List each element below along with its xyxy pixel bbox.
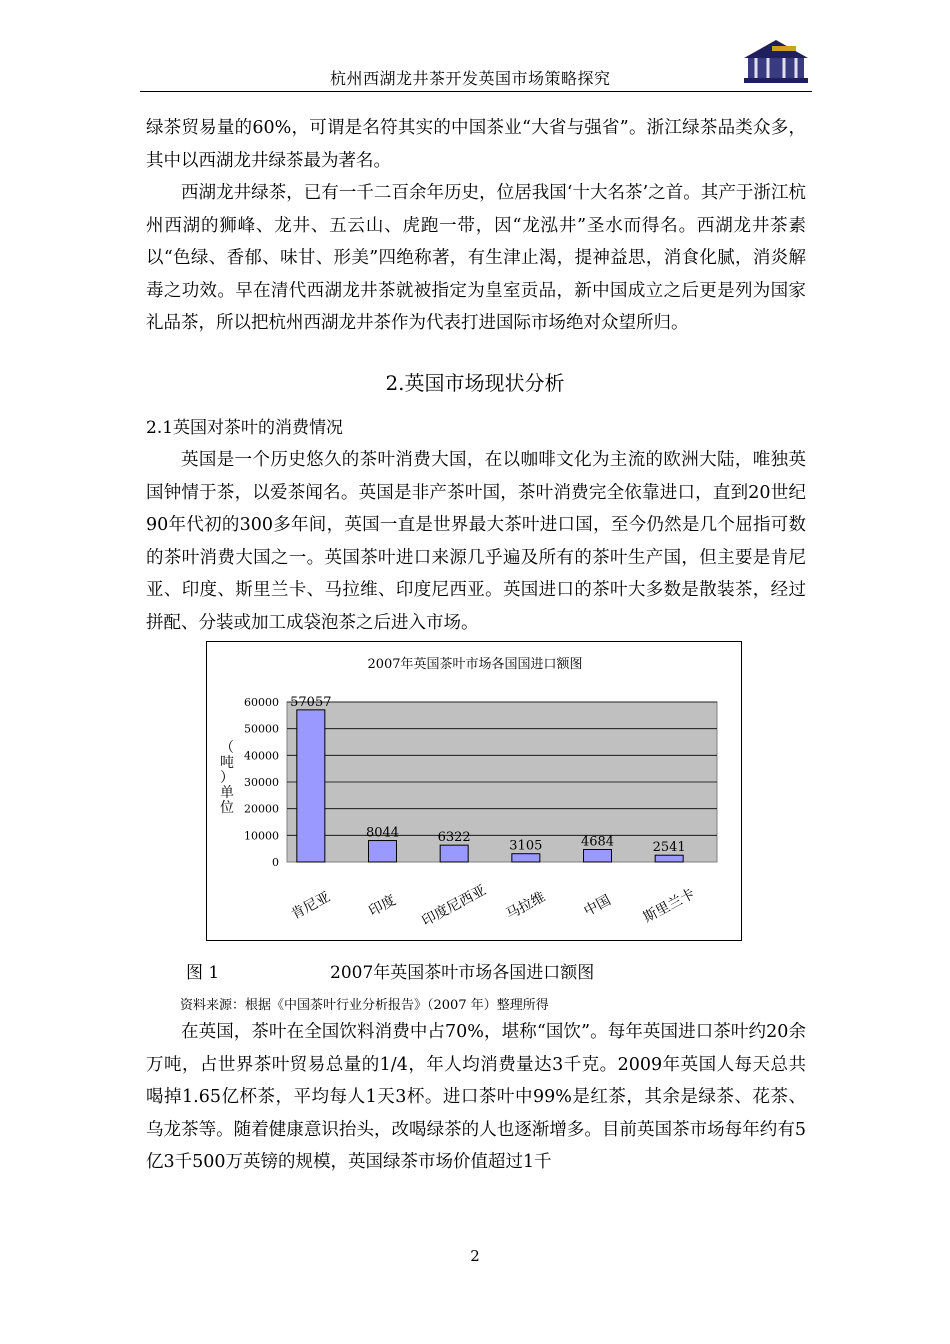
subsection-title: 2.1英国对茶叶的消费情况 [146,418,344,438]
y-tick-label: 10000 [244,829,279,843]
university-logo [742,38,810,84]
bar-5 [655,855,683,862]
bar-value-label: 6322 [437,830,471,846]
bar-value-label: 57057 [290,694,332,710]
bar-value-label: 4684 [580,834,615,850]
source-note: 资料来源：根据《中国茶叶行业分析报告》（2007 年）整理所得 [180,998,549,1013]
bar-value-label: 3105 [509,838,543,854]
category-label: 斯里兰卡 [640,885,698,927]
figure-caption: 2007年英国茶叶市场各国进口额图 [330,963,595,983]
page-number: 2 [470,1247,480,1265]
chart-title: 2007年英国茶叶市场各国国进口额图 [367,657,583,672]
category-label: 马拉维 [503,889,549,923]
bar-2 [440,845,468,862]
bar-1 [369,841,397,862]
category-label: 中国 [581,892,614,920]
category-label: 印度尼西亚 [419,882,489,930]
header-rule [140,91,812,92]
paragraph-trade-share: 绿茶贸易量的60%，可谓是名符其实的中国茶业“大省与强省”。浙江绿茶品类众多，其中以西湖龙井绿茶最为著名。 [146,118,806,171]
y-axis-label-char: 单 [220,785,234,801]
y-tick-label: 50000 [244,722,279,736]
bar-3 [512,854,540,862]
y-axis-label-char: 吨 [220,755,234,771]
y-tick-label: 0 [272,856,279,869]
category-label: 肯尼亚 [288,889,334,923]
figure-label: 图 1 [186,963,220,983]
y-axis-label-char: （ [220,740,234,756]
bar-value-label: 8044 [365,825,400,841]
y-tick-label: 60000 [244,696,279,709]
paragraph-longjing-history: 西湖龙井绿茶，已有一千二百余年历史，位居我国‘十大名茶’之首。其产于浙江杭州西湖的狮峰、龙井、五云山、虎跑一带，因“龙泓井”圣水而得名。西湖龙井茶素以“色绿、香郁、味甘、形美”四绝称著，有生津止渴，提神益思，消食化腻，消炎解毒之功效。早在清代西湖龙井茶就被指定为皇室贡品，新中国成立之后更是列为国家礼品茶，所以把杭州西湖龙井茶作为代表打进国际市场绝对众望所归。 [146,183,806,333]
import-chart-svg [207,642,743,942]
bar-4 [584,850,612,862]
y-axis-label-char: ） [220,770,234,786]
y-tick-label: 20000 [244,802,279,816]
running-header-title: 杭州西湖龙井茶开发英国市场策略探究 [330,69,611,88]
category-label: 印度 [366,892,399,920]
bar-value-label: 2541 [652,840,686,856]
paragraph-uk-market: 在英国，茶叶在全国饮料消费中占70%，堪称“国饮”。每年英国进口茶叶约20余万吨，占世界茶叶贸易总量的1/4，年人均消费量达3千克。2009年英国人每天总共喝掉1.65亿杯茶，平均每人1天3杯。进口茶叶中99%是红茶，其余是绿茶、花茶、乌龙茶等。随着健康意识抬头，改喝绿茶的人也逐渐增多。目前英国茶市场每年约有5亿3千500万英镑的规模，英国绿茶市场价值超过1千 [146,1022,806,1172]
section-title: 2.英国市场现状分析 [385,371,565,395]
y-tick-label: 40000 [244,749,279,763]
paragraph-uk-consumption: 英国是一个历史悠久的茶叶消费大国，在以咖啡文化为主流的欧洲大陆，唯独英国钟情于茶，以爱茶闻名。英国是非产茶叶国，茶叶消费完全依靠进口，直到20世纪90年代初的300多年间，英国一直是世界最大茶叶进口国，至今仍然是几个屈指可数的茶叶消费大国之一。英国茶叶进口来源几乎遍及所有的茶叶生产国，但主要是肯尼亚、印度、斯里兰卡、马拉维、印度尼西亚。英国进口的茶叶大多数是散装茶，经过拼配、分装或加工成袋泡茶之后进入市场。 [146,450,806,633]
import-chart [206,641,742,941]
y-axis-label-char: 位 [220,800,234,816]
bar-0 [297,710,325,862]
y-tick-label: 30000 [244,776,279,789]
